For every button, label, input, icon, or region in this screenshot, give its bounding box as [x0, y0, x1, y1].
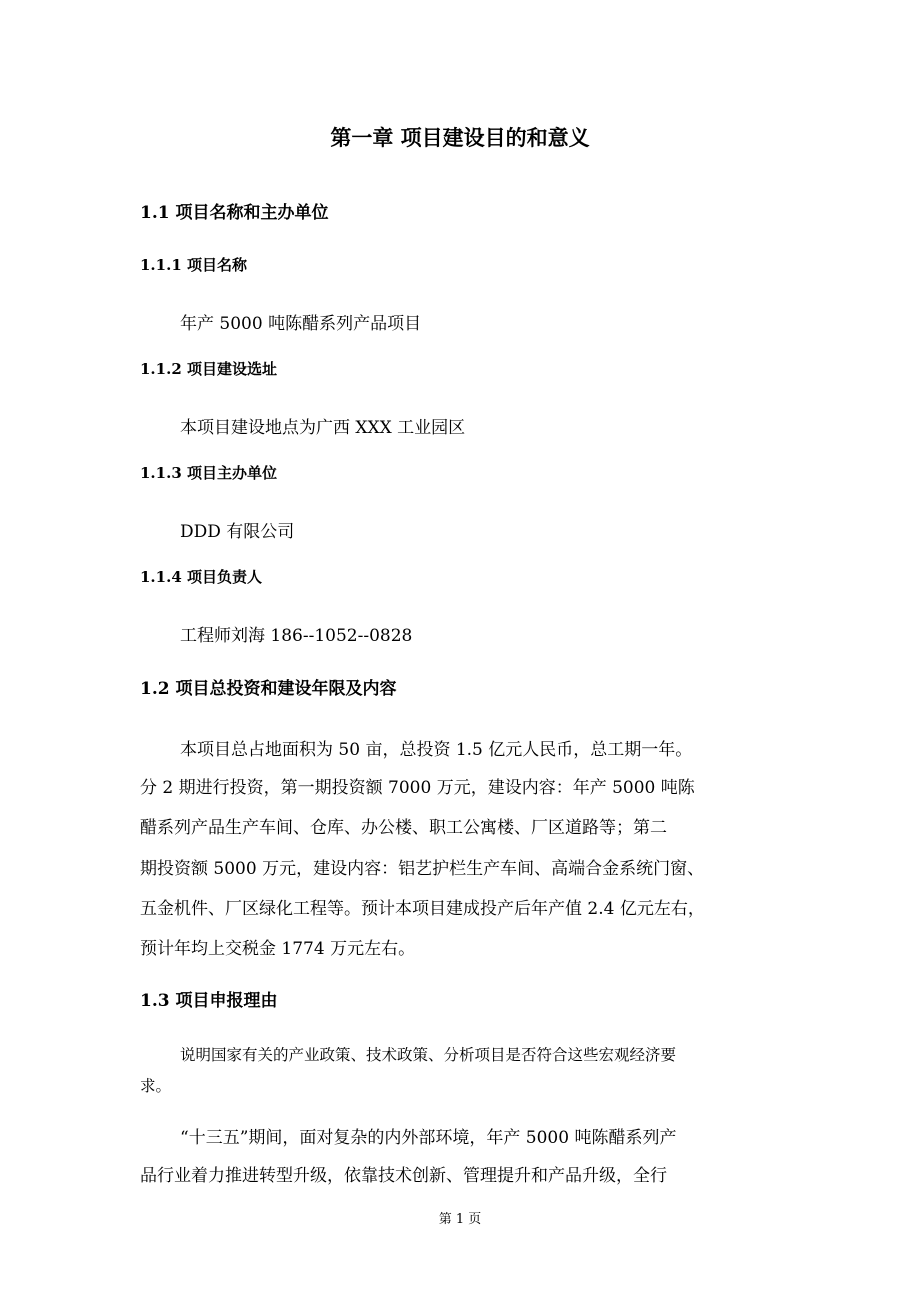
section-heading-1-1-3: 1.1.3 项目主办单位 — [140, 464, 277, 482]
context-paragraph-line: “十三五”期间，面对复杂的内外部环境，年产 5000 吨陈醋系列产 — [180, 1128, 677, 1148]
investment-paragraph-line: 本项目总占地面积为 50 亩，总投资 1.5 亿元人民币，总工期一年。 — [180, 740, 693, 760]
page-number: 第 1 页 — [438, 1212, 482, 1227]
project-name-text: 年产 5000 吨陈醋系列产品项目 — [180, 314, 422, 334]
investment-paragraph-line: 预计年均上交税金 1774 万元左右。 — [140, 939, 416, 959]
chapter-title: 第一章 项目建设目的和意义 — [330, 125, 590, 150]
section-heading-1-1-4: 1.1.4 项目负责人 — [140, 568, 262, 586]
section-heading-1-1-1: 1.1.1 项目名称 — [140, 256, 247, 274]
investment-paragraph-line: 五金机件、厂区绿化工程等。预计本项目建成投产后年产值 2.4 亿元左右， — [140, 899, 705, 919]
investment-paragraph-line: 醋系列产品生产车间、仓库、办公楼、职工公寓楼、厂区道路等；第二 — [140, 818, 667, 838]
project-leader-text: 工程师刘海 186--1052--0828 — [180, 626, 413, 646]
sponsor-text: DDD 有限公司 — [180, 522, 295, 542]
section-heading-1-1: 1.1 项目名称和主办单位 — [140, 203, 329, 223]
reason-paragraph-line: 求。 — [140, 1077, 172, 1095]
context-paragraph-line: 品行业着力推进转型升级，依靠技术创新、管理提升和产品升级，全行 — [140, 1166, 667, 1186]
investment-paragraph-line: 分 2 期进行投资，第一期投资额 7000 万元，建设内容：年产 5000 吨陈 — [140, 778, 695, 798]
project-site-text: 本项目建设地点为广西 XXX 工业园区 — [180, 418, 466, 438]
section-heading-1-3: 1.3 项目申报理由 — [140, 991, 278, 1011]
investment-paragraph-line: 期投资额 5000 万元，建设内容：铝艺护栏生产车间、高端合金系统门窗、 — [140, 859, 705, 879]
section-heading-1-1-2: 1.1.2 项目建设选址 — [140, 360, 277, 378]
section-heading-1-2: 1.2 项目总投资和建设年限及内容 — [140, 679, 397, 699]
reason-paragraph-line: 说明国家有关的产业政策、技术政策、分析项目是否符合这些宏观经济要 — [180, 1046, 677, 1064]
